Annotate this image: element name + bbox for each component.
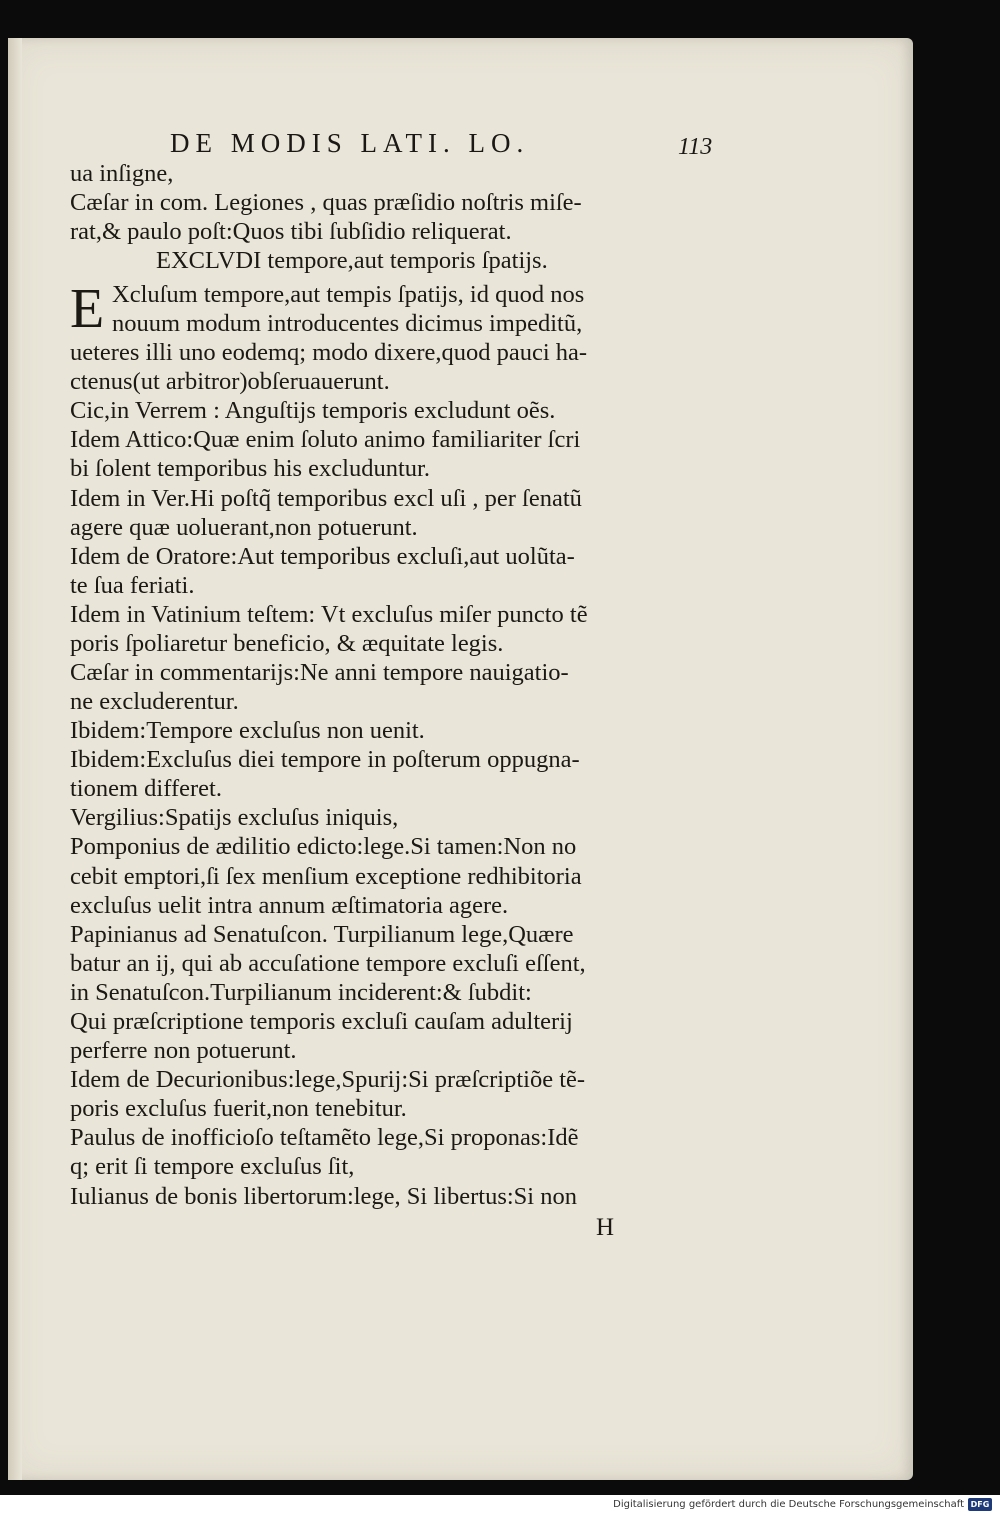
text-line: Xcluſum tempore,aut tempis ſpatijs, id quod nos (112, 281, 585, 308)
text-line: Qui præſcriptione temporis excluſi cauſam adulterij (70, 1008, 573, 1035)
text-line: te ſua feriati. (70, 572, 195, 599)
text-line: Pomponius de ædilitio edicto:lege.Si tamen:Non no (70, 833, 577, 860)
running-head: DE MODIS LATI. LO. (170, 128, 530, 158)
text-line: in Senatuſcon.Turpilianum inciderent:& ſubdit: (70, 979, 532, 1006)
text-line: Cæſar in commentarijs:Ne anni tempore nauigatio- (70, 659, 569, 686)
text-line: batur an ij, qui ab accuſatione tempore excluſi eſſent, (70, 950, 586, 977)
text-line: poris excluſus fuerit,non tenebitur. (70, 1095, 407, 1122)
text-line: Papinianus ad Senatuſcon. Turpilianum lege,Quære (70, 921, 574, 948)
text-line: Cic,in Verrem : Anguſtijs temporis excludunt oẽs. (70, 397, 556, 424)
page-number: 113 (678, 134, 713, 160)
drop-initial: E (70, 278, 105, 340)
text-line: q; erit ſi tempore excluſus ſit, (70, 1153, 355, 1180)
text-line: nouum modum introducentes dicimus impeditũ, (112, 310, 583, 337)
text-line: ua inſigne, (70, 160, 174, 187)
text-line: excluſus uelit intra annum æſtimatoria agere. (70, 892, 509, 919)
signature-mark: H (596, 1214, 615, 1241)
text-line: Idem de Oratore:Aut temporibus excluſi,aut uolũta- (70, 543, 575, 570)
text-line: Paulus de inofficioſo teſtamẽto lege,Si proponas:Idẽ (70, 1124, 579, 1151)
dfg-logo: DFG (968, 1498, 992, 1511)
text-line: Cæſar in com. Legiones , quas præſidio noſtris miſe- (70, 189, 582, 216)
text-line: poris ſpoliaretur beneficio, & æquitate legis. (70, 630, 504, 657)
page-gutter-shadow (8, 38, 22, 1480)
text-line: Iulianus de bonis libertorum:lege, Si libertus:Si non (70, 1183, 577, 1210)
section-heading: EXCLVDI tempore,aut temporis ſpatijs. (156, 247, 548, 274)
text-line: ueteres illi uno eodemq; modo dixere,quod pauci ha- (70, 339, 588, 366)
footer-bar (0, 1495, 1000, 1516)
text-line: agere quæ uoluerant,non potuerunt. (70, 514, 418, 541)
funding-notice: Digitalisierung gefördert durch die Deutsche Forschungsgemeinschaft (613, 1499, 964, 1510)
text-line: tionem differet. (70, 775, 222, 802)
text-line: Vergilius:Spatijs excluſus iniquis, (70, 804, 399, 831)
text-line: Ibidem:Excluſus diei tempore in poſterum oppugna- (70, 746, 580, 773)
text-line: cebit emptori,ſi ſex menſium exceptione redhibitoria (70, 863, 582, 890)
text-line: perferre non potuerunt. (70, 1037, 297, 1064)
text-line: rat,& paulo poſt:Quos tibi ſubſidio reliquerat. (70, 218, 512, 245)
text-line: ctenus(ut arbitror)obſeruauerunt. (70, 368, 390, 395)
text-line: Idem de Decurionibus:lege,Spurij:Si præſcriptiõe tẽ- (70, 1066, 586, 1093)
text-line: Idem in Vatinium teſtem: Vt excluſus miſer puncto tẽ (70, 601, 588, 628)
text-line: Idem Attico:Quæ enim ſoluto animo familiariter ſcri (70, 426, 581, 453)
text-line: Ibidem:Tempore excluſus non uenit. (70, 717, 425, 744)
text-line: ne excluderentur. (70, 688, 239, 715)
text-line: bi ſolent temporibus his excluduntur. (70, 455, 430, 482)
text-line: Idem in Ver.Hi poſtq̃ temporibus excl uſi , per ſenatũ (70, 485, 582, 512)
